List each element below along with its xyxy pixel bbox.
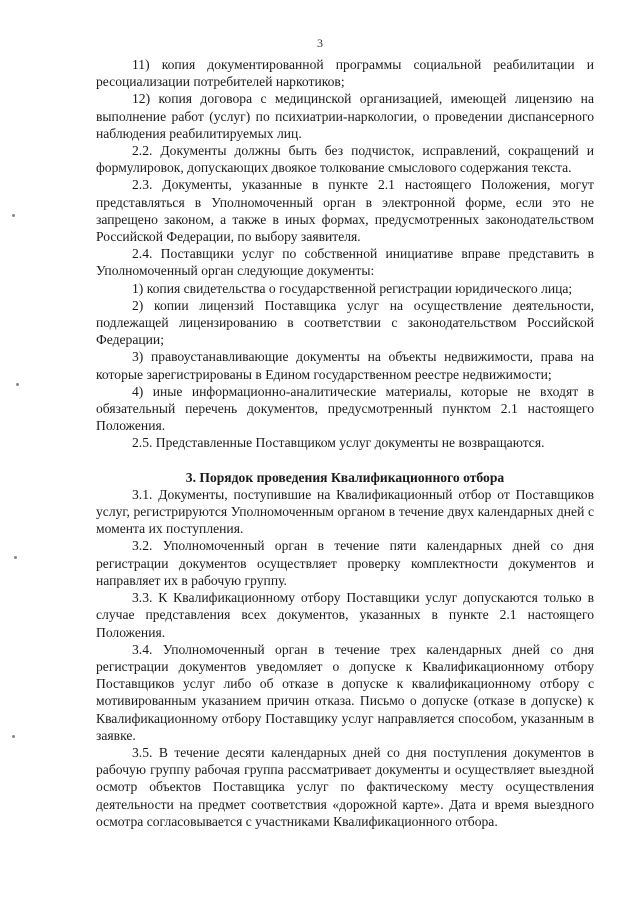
section-spacer — [96, 452, 594, 469]
clause-3-3: 3.3. К Квалификационному отбору Поставщики услуг допускаются только в случае представления всех документов, указанных в пункте 2.1 настоящего Положения. — [96, 590, 594, 640]
clause-2-2: 2.2. Документы должны быть без подчисток, исправлений, сокращений и формулировок, допускающих двоякое толкование смыслового содержания текста. — [96, 143, 594, 176]
clause-3-4: 3.4. Уполномоченный орган в течение трех календарных дней со дня регистрации документов уведомляет о допуске к Квалификационному отбору Поставщиков услуг либо об отказе в допуске к квалификационному отбору с мотивированным указанием причин отказа. Письмо о допуске (отказе в допуске) к Квалификационному отбору Поставщику услуг направляется способом, указанным в заявке. — [96, 641, 594, 743]
clause-2-3: 2.3. Документы, указанные в пункте 2.1 настоящего Положения, могут представляться в Уполномоченный орган в электронной форме, если это не запрещено законом, а также в иных формах, предусмотренных законодательством Российской Федерации, по выбору заявителя. — [96, 177, 594, 245]
list-item-11: 11) копия документированной программы социальной реабилитации и ресоциализации потребителей наркотиков; — [96, 57, 594, 90]
optional-doc-4: 4) иные информационно-аналитические материалы, которые не входят в обязательный перечень документов, предусмотренный пунктом 2.1 настоящего Положения. — [96, 383, 594, 434]
document-body — [96, 56, 594, 830]
clause-2-4: 2.4. Поставщики услуг по собственной инициативе вправе представить в Уполномоченный орган следующие документы: — [96, 246, 594, 279]
scan-speck — [12, 214, 15, 217]
clause-3-5: 3.5. В течение десяти календарных дней со дня поступления документов в рабочую группу рабочая группа рассматривает документы и осуществляет выездной осмотр объектов Поставщика услуг по фактическому месту осуществления деятельности на предмет соответствия «дорожной карте». Дата и время выездного осмотра согласовывается с участниками Квалификационного отбора. — [96, 744, 594, 829]
clause-2-5: 2.5. Представленные Поставщиком услуг документы не возвращаются. — [132, 435, 545, 451]
section-3-heading: 3. Порядок проведения Квалификационного отбора — [185, 469, 505, 485]
scan-speck — [12, 735, 15, 738]
page-number: 3 — [317, 36, 323, 50]
optional-doc-2: 2) копии лицензий Поставщика услуг на осуществление деятельности, подлежащей лицензированию в соответствии с законодательством Российской Федерации; — [96, 297, 594, 348]
scan-speck — [16, 383, 19, 386]
optional-doc-1: 1) копия свидетельства о государственной регистрации юридического лица; — [132, 280, 573, 296]
scan-speck — [14, 556, 17, 559]
list-item-12: 12) копия договора с медицинской организацией, имеющей лицензию на выполнение работ (услуг) по психиатрии-наркологии, о проведении диспансерного наблюдения реабилитируемых лиц. — [96, 91, 594, 141]
clause-3-2: 3.2. Уполномоченный орган в течение пяти календарных дней со дня регистрации документов осуществляет проверку комплектности документов и направляет их в рабочую группу. — [96, 538, 594, 588]
optional-doc-3: 3) правоустанавливающие документы на объекты недвижимости, права на которые зарегистрированы в Едином государственном реестре недвижимости; — [96, 349, 594, 382]
clause-3-1: 3.1. Документы, поступившие на Квалификационный отбор от Поставщиков услуг, регистрируются Уполномоченным органом в течение двух календарных дней с момента их поступления. — [96, 486, 594, 537]
